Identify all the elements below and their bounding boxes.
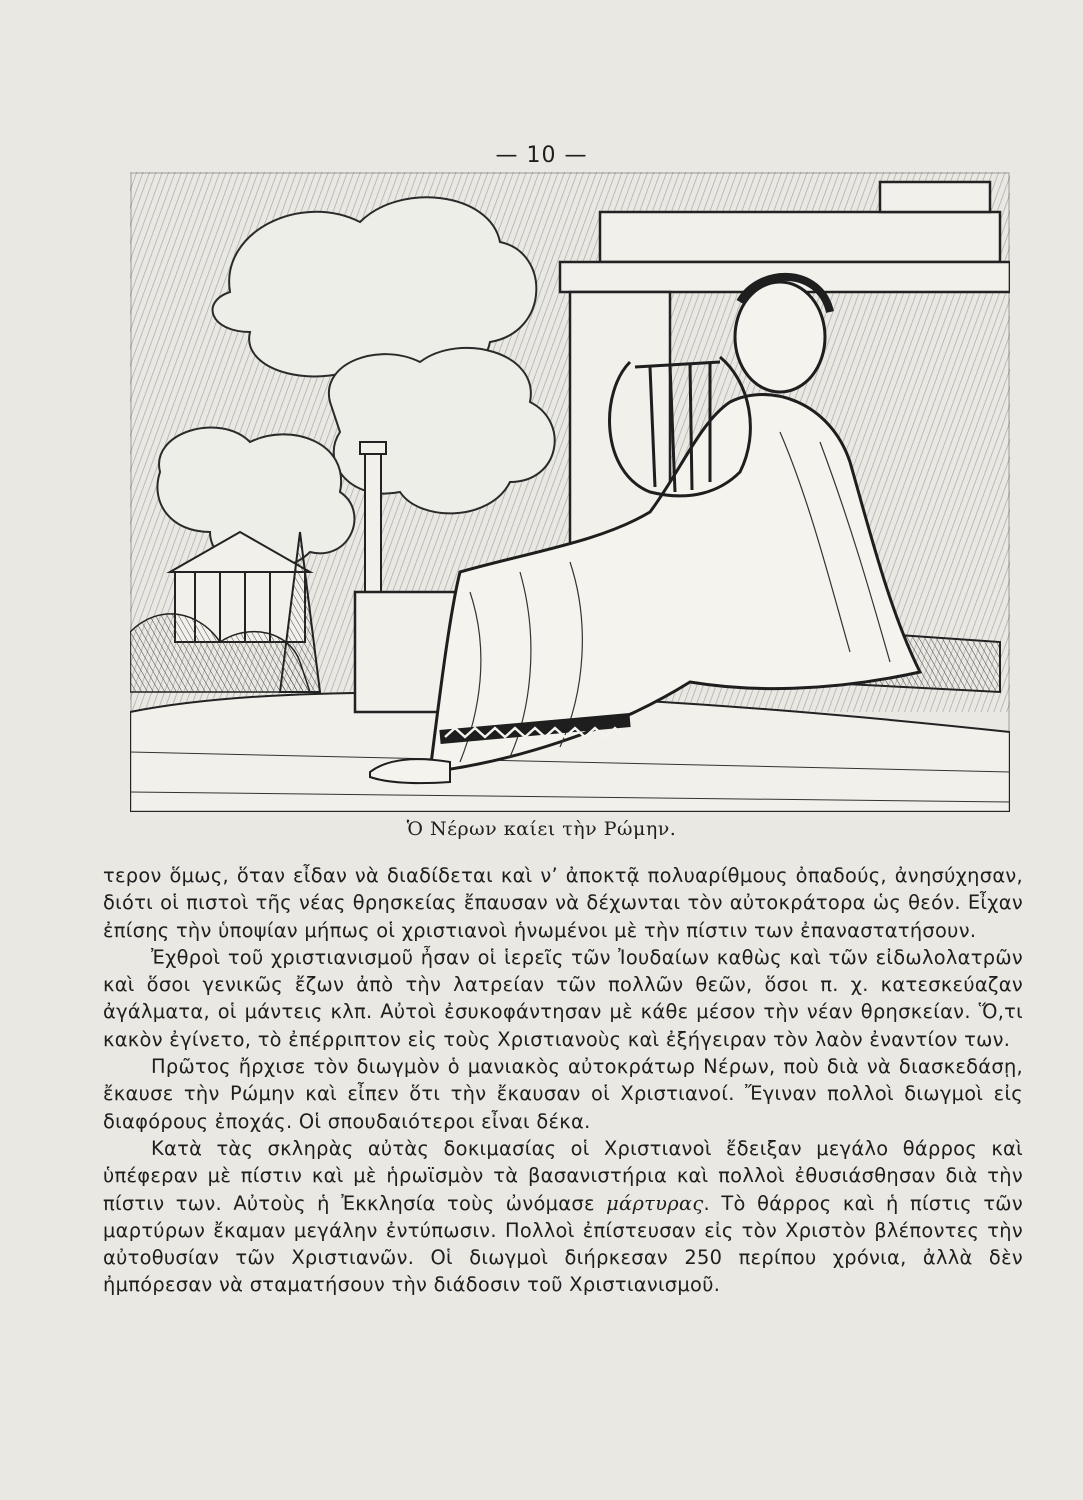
paragraph-4-part-2: . Τὸ θάρρος καὶ ἡ πίστις τῶν μαρτύρων ἔκαμαν μεγάλην ἐντύπωσιν. Πολλοὶ ἐπίστευσαν εἰς τὸν Χριστὸν βλέποντες τὴν αὐτοθυσίαν τῶν Χριστιανῶν. Οἱ διωγμοὶ διήρκεσαν 250 περίπου χρόνια, ἀλλὰ δὲν ἠμπόρεσαν νὰ σταματήσουν τὴν διάδοσιν τοῦ Χριστιανισμοῦ. bbox=[103, 1191, 1023, 1297]
term-martyrs: μάρτυρας bbox=[606, 1191, 704, 1215]
nero-lyre-illustration bbox=[130, 172, 1010, 812]
figure-caption: Ὁ Νέρων καίει τὴν Ρώμην. bbox=[406, 818, 677, 840]
paragraph-2: Ἐχθροὶ τοῦ χριστιανισμοῦ ἦσαν οἱ ἱερεῖς τῶν Ἰουδαίων καθὼς καὶ τῶν εἰδωλολατρῶν καὶ ὅσοι γενικῶς ἔζων ἀπὸ τὴν λατρείαν τῶν πολλῶν θεῶν, ὅσοι π. χ. κατεσκεύαζαν ἀγάλματα, οἱ μάντεις κλπ. Αὐτοὶ ἐσυκοφάντησαν μὲ κάθε μέσον τὴν νέαν θρησκείαν. Ὅ,τι κακὸν ἐγίνετο, τὸ ἐπέρριπτον εἰς τοὺς Χριστιανοὺς καὶ ἐξήγειραν τὸν λαὸν ἐναντίον των. bbox=[103, 945, 1023, 1051]
paragraph-4 bbox=[103, 1135, 1023, 1299]
paragraph-1: τερον ὅμως, ὅταν εἶδαν νὰ διαδίδεται καὶ ν’ ἀποκτᾷ πολυαρίθμους ὀπαδούς, ἀνησύχησαν, διότι οἱ πιστοὶ τῆς νέας θρησκείας ἔπαυσαν νὰ δέχωνται τὸν αὐτοκράτορα ὡς θεόν. Εἶχαν ἐπίσης τὴν ὑποψίαν μήπως οἱ χριστιανοὶ ἡνωμένοι μὲ τὴν πίστιν των ἐπαναστατήσουν. bbox=[103, 864, 1023, 942]
body-text bbox=[103, 862, 1023, 1299]
page-number: — 10 — bbox=[495, 143, 588, 168]
paragraph-3: Πρῶτος ἤρχισε τὸν διωγμὸν ὁ μανιακὸς αὐτοκράτωρ Νέρων, ποὺ διὰ νὰ διασκεδάσῃ, ἔκαυσε τὴν Ρώμην καὶ εἶπεν ὅτι τὴν ἔκαυσαν οἱ Χριστιανοί. Ἔγιναν πολλοὶ διωγμοὶ εἰς διαφόρους ἐποχάς. Οἱ σπουδαιότεροι εἶναι δέκα. bbox=[103, 1055, 1023, 1133]
paragraph-4-part-1: Κατὰ τὰς σκληρὰς αὐτὰς δοκιμασίας οἱ Χριστιανοὶ ἔδειξαν μεγάλο θάρρος καὶ ὑπέφεραν μὲ πίστιν καὶ μὲ ἡρωϊσμὸν τὰ βασανιστήρια καὶ πολλοὶ ἐθυσιάσθησαν διὰ τὴν πίστιν των. Αὐτοὺς ἡ Ἐκκλησία τοὺς ὠνόμασε bbox=[103, 1136, 1023, 1215]
